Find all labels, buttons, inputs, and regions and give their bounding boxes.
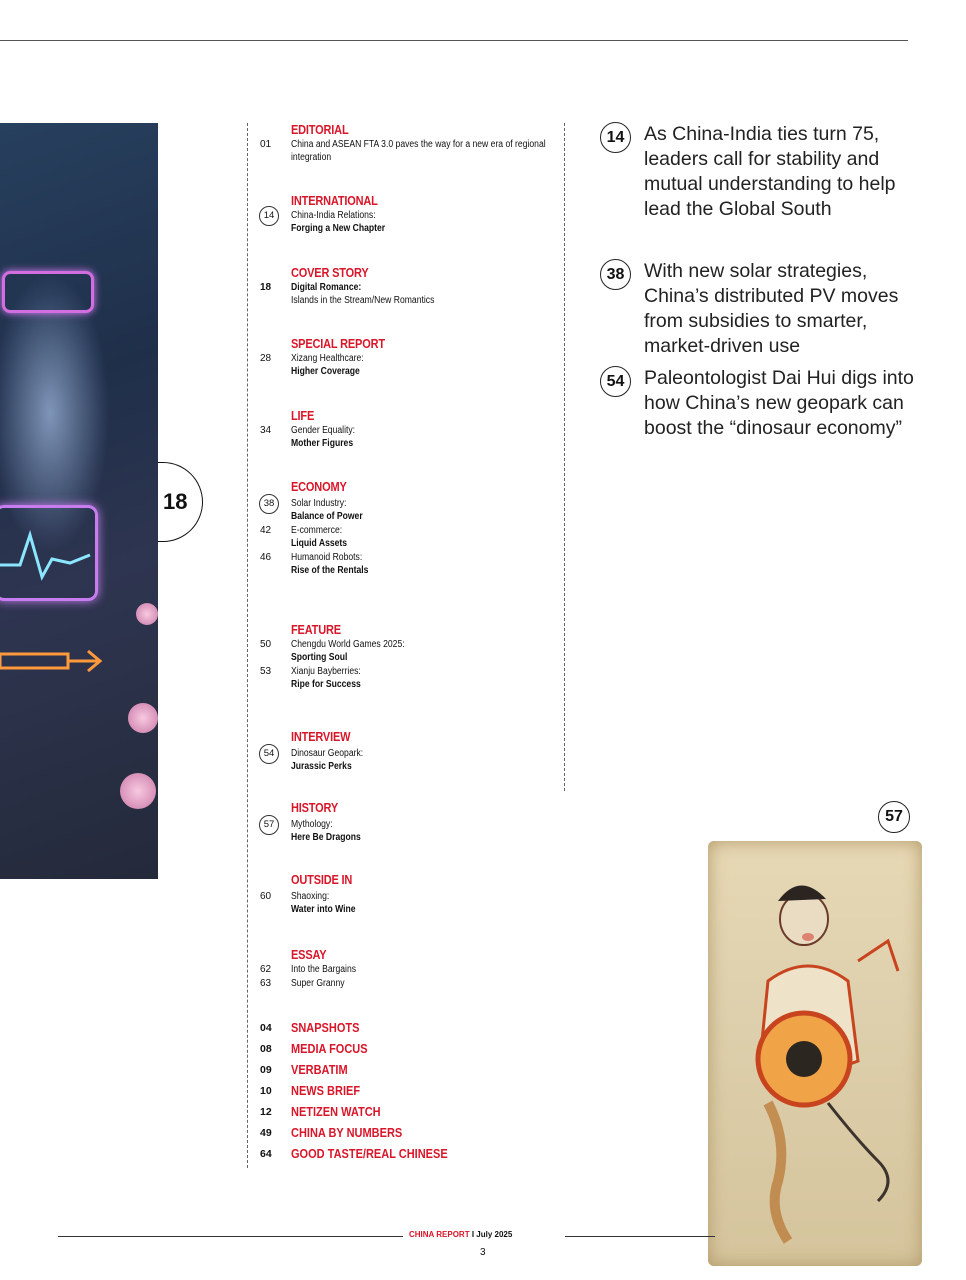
highlight-text: With new solar strategies, China’s distributed PV moves from subsidies to smarter, market-driven use bbox=[644, 260, 899, 357]
toc-entry[interactable] bbox=[260, 747, 560, 773]
page-number: 01 bbox=[260, 139, 272, 150]
entry-topic: Super Granny bbox=[291, 978, 345, 989]
section-title: INTERVIEW bbox=[291, 730, 351, 744]
page-number: 42 bbox=[260, 525, 272, 536]
toc-entry[interactable] bbox=[260, 209, 560, 235]
arrow-graphic bbox=[0, 648, 110, 674]
section-essay bbox=[260, 948, 560, 990]
section-cover-story bbox=[260, 266, 560, 307]
section-title: FEATURE bbox=[291, 623, 341, 637]
entry-topic: Xianju Bayberries: bbox=[291, 666, 361, 677]
page-number: 14 bbox=[259, 206, 279, 226]
section-editorial bbox=[260, 123, 560, 164]
entry-topic: Gender Equality: bbox=[291, 425, 356, 436]
entry-headline: Ripe for Success bbox=[291, 679, 361, 690]
entry-topic: Shaoxing: bbox=[291, 891, 330, 902]
section-interview bbox=[260, 730, 560, 773]
section-special-report bbox=[260, 337, 560, 378]
entry-topic: China-India Relations: bbox=[291, 210, 376, 221]
cover-page-badge: 18 bbox=[158, 462, 203, 542]
section-outside-in bbox=[260, 873, 560, 916]
section-title: LIFE bbox=[291, 409, 315, 423]
table-of-contents bbox=[247, 123, 568, 1168]
entry-topic: E-commerce: bbox=[291, 525, 343, 536]
page-number: 63 bbox=[260, 978, 272, 989]
quick-link-label: SNAPSHOTS bbox=[291, 1021, 360, 1035]
page-number: 09 bbox=[260, 1064, 272, 1076]
highlight-page-number: 54 bbox=[600, 366, 631, 397]
flower-decoration bbox=[120, 773, 156, 809]
section-life bbox=[260, 409, 560, 450]
page-number: 49 bbox=[260, 1127, 272, 1139]
section-title: HISTORY bbox=[291, 801, 339, 815]
toc-entry[interactable] bbox=[260, 424, 560, 450]
entry-topic: Xizang Healthcare: bbox=[291, 353, 364, 364]
toc-entry[interactable] bbox=[260, 497, 560, 523]
flower-decoration bbox=[128, 703, 158, 733]
entry-headline: Higher Coverage bbox=[291, 366, 360, 377]
issue-date: July 2025 bbox=[476, 1230, 513, 1239]
section-title: ECONOMY bbox=[291, 480, 347, 494]
page-number: 28 bbox=[260, 353, 272, 364]
entry-headline: Forging a New Chapter bbox=[291, 223, 386, 234]
section-history bbox=[260, 801, 560, 844]
footer-rule bbox=[565, 1236, 715, 1237]
entry-text: China and ASEAN FTA 3.0 paves the way for a new era of regional integration bbox=[291, 139, 546, 163]
cover-image[interactable] bbox=[0, 123, 158, 879]
highlight-item[interactable] bbox=[600, 366, 920, 441]
footer-rule bbox=[58, 1236, 403, 1237]
section-feature bbox=[260, 623, 560, 691]
highlight-item[interactable] bbox=[600, 122, 920, 222]
publication-name: CHINA REPORT bbox=[409, 1230, 470, 1239]
page-number: 60 bbox=[260, 891, 272, 902]
entry-topic: Humanoid Robots: bbox=[291, 552, 363, 563]
entry-headline: Balance of Power bbox=[291, 511, 363, 522]
section-title: ESSAY bbox=[291, 948, 327, 962]
toc-entry[interactable] bbox=[260, 138, 560, 164]
entry-headline: Here Be Dragons bbox=[291, 832, 361, 843]
page-number: 10 bbox=[260, 1085, 272, 1097]
toc-entry[interactable] bbox=[260, 977, 560, 990]
section-title: SPECIAL REPORT bbox=[291, 337, 385, 351]
artifact-page-badge: 57 bbox=[878, 801, 910, 833]
quick-link-label: VERBATIM bbox=[291, 1063, 348, 1077]
toc-entry[interactable] bbox=[260, 638, 560, 664]
mural-brick-image[interactable] bbox=[708, 841, 922, 1266]
section-title: EDITORIAL bbox=[291, 123, 349, 137]
toc-entry[interactable] bbox=[260, 963, 560, 976]
highlight-text: As China-India ties turn 75, leaders call for stability and mutual understanding to help lead the Global South bbox=[644, 123, 896, 220]
toc-entry[interactable] bbox=[260, 281, 560, 307]
highlight-text: Paleontologist Dai Hui digs into how China’s new geopark can boost the “dinosaur economy” bbox=[644, 367, 914, 439]
page-number: 18 bbox=[260, 282, 272, 293]
page-number: 04 bbox=[260, 1022, 272, 1034]
entry-headline: Sporting Soul bbox=[291, 652, 348, 663]
page-number: 12 bbox=[260, 1106, 272, 1118]
page-number: 08 bbox=[260, 1043, 272, 1055]
page-number: 34 bbox=[260, 425, 272, 436]
quick-link-label: CHINA BY NUMBERS bbox=[291, 1126, 403, 1140]
entry-headline: Islands in the Stream/New Romantics bbox=[291, 295, 435, 306]
toc-entry[interactable] bbox=[260, 352, 560, 378]
entry-headline: Mother Figures bbox=[291, 438, 354, 449]
entry-headline: Rise of the Rentals bbox=[291, 565, 369, 576]
entry-headline: Jurassic Perks bbox=[291, 761, 352, 772]
entry-headline: Water into Wine bbox=[291, 904, 356, 915]
section-economy bbox=[260, 480, 560, 577]
chat-bubble-graphic bbox=[2, 271, 94, 313]
quick-link-label: NETIZEN WATCH bbox=[291, 1105, 381, 1119]
entry-topic: Into the Bargains bbox=[291, 964, 357, 975]
section-title: INTERNATIONAL bbox=[291, 194, 378, 208]
section-title: COVER STORY bbox=[291, 266, 369, 280]
page-number: 64 bbox=[260, 1148, 272, 1160]
section-title: OUTSIDE IN bbox=[291, 873, 353, 887]
entry-headline: Liquid Assets bbox=[291, 538, 348, 549]
section-international bbox=[260, 194, 560, 235]
quick-link-label: GOOD TASTE/REAL CHINESE bbox=[291, 1147, 448, 1161]
highlight-item[interactable] bbox=[600, 259, 920, 359]
page-number: 57 bbox=[259, 815, 279, 835]
column-divider bbox=[564, 123, 565, 791]
page-number-footer: 3 bbox=[480, 1247, 486, 1258]
page-number: 46 bbox=[260, 552, 272, 563]
highlight-page-number: 38 bbox=[600, 259, 631, 290]
quick-link-label: MEDIA FOCUS bbox=[291, 1042, 368, 1056]
page-number: 53 bbox=[260, 666, 272, 677]
toc-entry[interactable] bbox=[260, 524, 560, 550]
page-number: 54 bbox=[259, 744, 279, 764]
toc-entry[interactable] bbox=[260, 818, 560, 844]
heartbeat-icon bbox=[0, 525, 100, 585]
toc-entry[interactable] bbox=[260, 551, 560, 577]
toc-entry[interactable] bbox=[260, 890, 560, 916]
quick-link-label: NEWS BRIEF bbox=[291, 1084, 361, 1098]
entry-topic: Solar Industry: bbox=[291, 498, 347, 509]
toc-entry[interactable] bbox=[260, 665, 560, 691]
footer-credit bbox=[409, 1230, 512, 1239]
highlight-page-number: 14 bbox=[600, 122, 631, 153]
page-number: 62 bbox=[260, 964, 272, 975]
page-number: 50 bbox=[260, 639, 272, 650]
mural-figure-illustration bbox=[708, 841, 922, 1266]
flower-decoration bbox=[136, 603, 158, 625]
top-rule bbox=[0, 40, 908, 41]
entry-topic: Mythology: bbox=[291, 819, 333, 830]
footer-separator: I bbox=[471, 1230, 475, 1239]
entry-topic: Dinosaur Geopark: bbox=[291, 748, 364, 759]
entry-topic: Digital Romance: bbox=[291, 282, 362, 293]
page-number: 38 bbox=[259, 494, 279, 514]
entry-topic: Chengdu World Games 2025: bbox=[291, 639, 405, 650]
